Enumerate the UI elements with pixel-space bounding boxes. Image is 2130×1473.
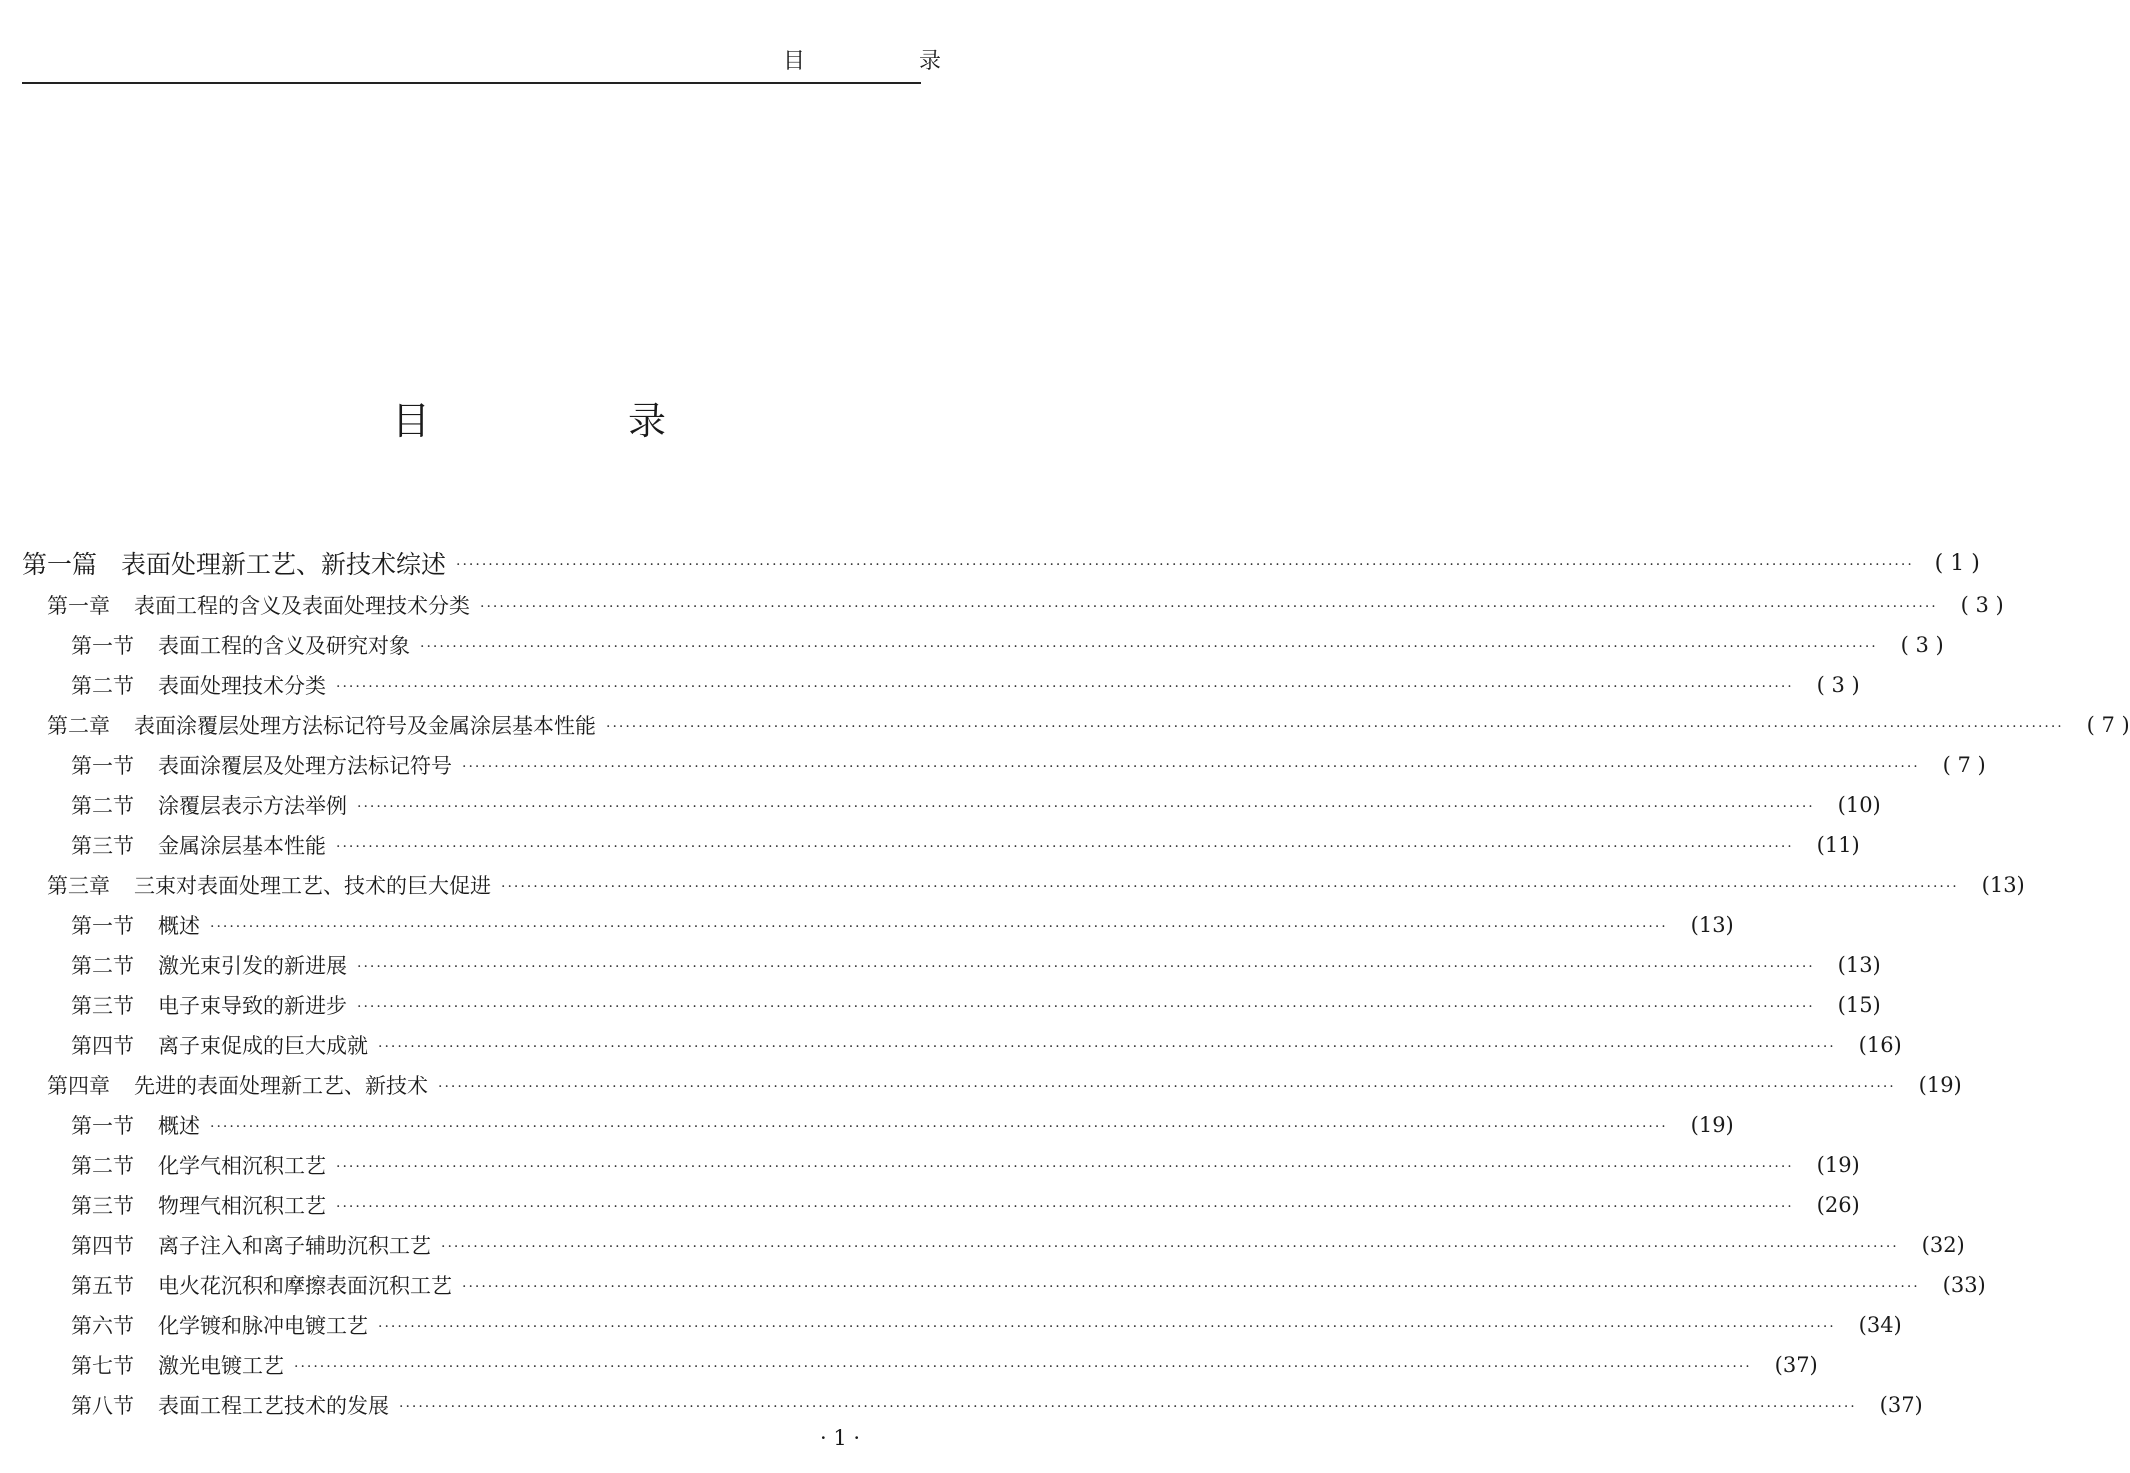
table-of-contents — [0, 541, 2130, 1425]
toc-entry-page: (19) — [1816, 1153, 1860, 1177]
toc-entry-label — [0, 1150, 326, 1180]
toc-entry-page: (11) — [1816, 833, 1860, 857]
toc-dot-leader — [294, 1359, 1752, 1375]
toc-entry-section[interactable] — [0, 1025, 1902, 1065]
toc-entry-label — [0, 870, 491, 900]
toc-entry-section[interactable] — [0, 1145, 1860, 1185]
toc-entry-number: 第四节 — [71, 1034, 134, 1058]
page-title: 目 录 — [392, 399, 747, 443]
toc-entry-number: 第一篇 — [22, 550, 98, 579]
toc-entry-label — [0, 1350, 284, 1380]
toc-entry-section[interactable] — [0, 1345, 1818, 1385]
toc-entry-label — [0, 910, 200, 940]
toc-entry-label — [0, 950, 347, 980]
toc-entry-number: 第一节 — [71, 1114, 134, 1138]
toc-entry-title: 概述 — [158, 914, 200, 938]
toc-dot-leader — [378, 1039, 1836, 1055]
toc-entry-label — [0, 990, 347, 1020]
toc-entry-number: 第六节 — [71, 1314, 134, 1338]
toc-entry-label — [0, 830, 326, 860]
toc-entry-title: 三束对表面处理工艺、技术的巨大促进 — [134, 874, 491, 898]
toc-entry-number: 第三章 — [47, 874, 110, 898]
toc-entry-title: 物理气相沉积工艺 — [158, 1194, 326, 1218]
toc-entry-section[interactable] — [0, 825, 1860, 865]
toc-entry-chapter[interactable] — [0, 865, 2025, 905]
toc-entry-title: 激光束引发的新进展 — [158, 954, 347, 978]
toc-entry-section[interactable] — [0, 985, 1881, 1025]
toc-entry-page: (13) — [1837, 953, 1881, 977]
toc-entry-title: 化学镀和脉冲电镀工艺 — [158, 1314, 368, 1338]
toc-entry-page: (13) — [1690, 913, 1734, 937]
toc-entry-section[interactable] — [0, 625, 1944, 665]
toc-entry-label — [0, 1030, 368, 1060]
toc-entry-number: 第三节 — [71, 834, 134, 858]
toc-entry-page: (34) — [1858, 1313, 1902, 1337]
toc-entry-section[interactable] — [0, 1185, 1860, 1225]
toc-entry-page: ( 7 ) — [2086, 713, 2130, 737]
toc-entry-section[interactable] — [0, 1385, 1923, 1425]
toc-entry-label — [0, 1390, 389, 1420]
toc-entry-number: 第一节 — [71, 914, 134, 938]
toc-dot-leader — [438, 1079, 1896, 1095]
toc-entry-title: 表面涂覆层处理方法标记符号及金属涂层基本性能 — [134, 714, 596, 738]
toc-dot-leader — [462, 759, 1920, 775]
toc-dot-leader — [336, 1159, 1794, 1175]
toc-dot-leader — [336, 679, 1794, 695]
toc-entry-title: 涂覆层表示方法举例 — [158, 794, 347, 818]
toc-entry-title: 表面涂覆层及处理方法标记符号 — [158, 754, 452, 778]
toc-entry-section[interactable] — [0, 1305, 1902, 1345]
toc-entry-page: ( 3 ) — [1816, 673, 1860, 697]
toc-entry-section[interactable] — [0, 785, 1881, 825]
toc-entry-number: 第八节 — [71, 1394, 134, 1418]
toc-entry-section[interactable] — [0, 1265, 1986, 1305]
toc-dot-leader — [336, 839, 1794, 855]
running-head: 目 录 — [783, 49, 988, 74]
toc-entry-title: 概述 — [158, 1114, 200, 1138]
toc-entry-section[interactable] — [0, 945, 1881, 985]
toc-entry-number: 第四节 — [71, 1234, 134, 1258]
toc-entry-section[interactable] — [0, 905, 1734, 945]
toc-entry-part[interactable] — [0, 541, 1980, 585]
toc-entry-label — [0, 630, 410, 660]
toc-dot-leader — [462, 1279, 1920, 1295]
toc-entry-page: (16) — [1858, 1033, 1902, 1057]
toc-entry-label — [0, 750, 452, 780]
toc-entry-chapter[interactable] — [0, 705, 2130, 745]
toc-entry-title: 离子束促成的巨大成就 — [158, 1034, 368, 1058]
toc-entry-page: (10) — [1837, 793, 1881, 817]
toc-entry-label — [0, 1110, 200, 1140]
toc-entry-label — [0, 1190, 326, 1220]
toc-dot-leader — [357, 959, 1815, 975]
toc-entry-title: 电子束导致的新进步 — [158, 994, 347, 1018]
toc-dot-leader — [357, 799, 1815, 815]
toc-entry-label — [0, 1270, 452, 1300]
toc-entry-label — [0, 790, 347, 820]
toc-dot-leader — [420, 639, 1878, 655]
toc-entry-title: 化学气相沉积工艺 — [158, 1154, 326, 1178]
toc-entry-number: 第二章 — [47, 714, 110, 738]
toc-entry-page: (37) — [1774, 1353, 1818, 1377]
page-number: · 1 · — [820, 1426, 861, 1450]
header-rule — [22, 82, 921, 84]
toc-entry-title: 电火花沉积和摩擦表面沉积工艺 — [158, 1274, 452, 1298]
toc-entry-title: 先进的表面处理新工艺、新技术 — [134, 1074, 428, 1098]
toc-entry-number: 第二节 — [71, 794, 134, 818]
toc-entry-number: 第三节 — [71, 994, 134, 1018]
toc-entry-title: 激光电镀工艺 — [158, 1354, 284, 1378]
toc-entry-page: ( 1 ) — [1934, 550, 1980, 576]
toc-dot-leader — [501, 879, 1959, 895]
toc-entry-section[interactable] — [0, 665, 1860, 705]
toc-entry-title: 表面工程的含义及研究对象 — [158, 634, 410, 658]
toc-entry-page: (37) — [1879, 1393, 1923, 1417]
toc-entry-page: (32) — [1921, 1233, 1965, 1257]
toc-entry-section[interactable] — [0, 1225, 1965, 1265]
toc-entry-title: 表面处理新工艺、新技术综述 — [121, 550, 447, 579]
toc-entry-page: ( 3 ) — [1900, 633, 1944, 657]
toc-entry-label — [0, 1310, 368, 1340]
toc-entry-title: 表面处理技术分类 — [158, 674, 326, 698]
toc-entry-title: 表面工程的含义及表面处理技术分类 — [134, 594, 470, 618]
toc-entry-label — [0, 545, 446, 581]
toc-dot-leader — [378, 1319, 1836, 1335]
toc-entry-page: ( 3 ) — [1960, 593, 2004, 617]
toc-entry-page: (26) — [1816, 1193, 1860, 1217]
toc-entry-chapter[interactable] — [0, 1065, 1962, 1105]
toc-entry-number: 第三节 — [71, 1194, 134, 1218]
toc-entry-page: (33) — [1942, 1273, 1986, 1297]
toc-dot-leader — [456, 557, 1914, 573]
toc-dot-leader — [606, 719, 2064, 735]
toc-dot-leader — [357, 999, 1815, 1015]
toc-entry-label — [0, 710, 596, 740]
toc-entry-number: 第一节 — [71, 634, 134, 658]
toc-entry-number: 第四章 — [47, 1074, 110, 1098]
toc-dot-leader — [210, 1119, 1668, 1135]
toc-entry-number: 第五节 — [71, 1274, 134, 1298]
toc-entry-chapter[interactable] — [0, 585, 2004, 625]
toc-entry-section[interactable] — [0, 745, 1986, 785]
toc-entry-number: 第二节 — [71, 1154, 134, 1178]
toc-entry-number: 第七节 — [71, 1354, 134, 1378]
toc-dot-leader — [336, 1199, 1794, 1215]
toc-entry-number: 第一章 — [47, 594, 110, 618]
toc-entry-page: (19) — [1690, 1113, 1734, 1137]
toc-entry-label — [0, 590, 470, 620]
toc-entry-number: 第二节 — [71, 954, 134, 978]
toc-dot-leader — [210, 919, 1668, 935]
toc-dot-leader — [480, 599, 1938, 615]
toc-entry-page: (13) — [1981, 873, 2025, 897]
toc-dot-leader — [441, 1239, 1899, 1255]
toc-entry-section[interactable] — [0, 1105, 1734, 1145]
toc-entry-page: ( 7 ) — [1942, 753, 1986, 777]
toc-entry-label — [0, 670, 326, 700]
toc-entry-title: 离子注入和离子辅助沉积工艺 — [158, 1234, 431, 1258]
toc-entry-number: 第一节 — [71, 754, 134, 778]
toc-dot-leader — [399, 1399, 1857, 1415]
toc-entry-page: (15) — [1837, 993, 1881, 1017]
toc-entry-title: 金属涂层基本性能 — [158, 834, 326, 858]
toc-entry-page: (19) — [1918, 1073, 1962, 1097]
toc-entry-title: 表面工程工艺技术的发展 — [158, 1394, 389, 1418]
toc-entry-number: 第二节 — [71, 674, 134, 698]
toc-entry-label — [0, 1230, 431, 1260]
toc-entry-label — [0, 1070, 428, 1100]
